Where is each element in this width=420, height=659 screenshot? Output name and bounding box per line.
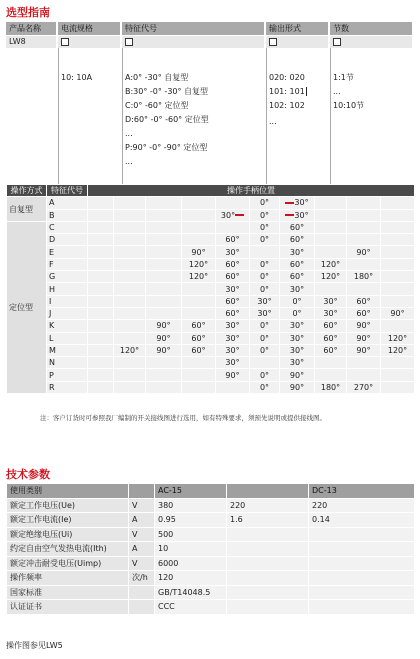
position-cell: 0° [250, 221, 280, 233]
position-cell: 270° [347, 381, 381, 393]
feature-option: ... [125, 157, 133, 166]
position-cell: 30° [280, 344, 315, 356]
position-cell [114, 209, 146, 221]
position-cell: 0° [250, 258, 280, 270]
position-cell: 30° [216, 320, 250, 332]
tech-row [7, 600, 415, 615]
position-cell [381, 271, 415, 283]
position-cell: 30° [315, 307, 347, 319]
position-cell: 120° [315, 271, 347, 283]
param-value [227, 484, 309, 499]
type-fixed: 定位型 [7, 221, 47, 393]
position-cell: 120° [381, 332, 415, 344]
position-cell [88, 197, 114, 209]
table-row [7, 357, 415, 369]
param-unit: V [129, 556, 155, 571]
feature-option: ... [125, 129, 133, 138]
table-row [7, 295, 415, 307]
output-option: 102: 102 [269, 101, 305, 110]
position-cell: 120° [114, 344, 146, 356]
current-option: 10: 10A [61, 73, 93, 82]
position-cell: 90° [216, 369, 250, 381]
position-cell: 90° [182, 246, 216, 258]
position-cell: 0° [250, 234, 280, 246]
position-cell [381, 197, 415, 209]
position-cell [146, 209, 182, 221]
position-cell: 120° [381, 344, 415, 356]
position-cell [381, 369, 415, 381]
feature-code-cell: F [47, 258, 88, 270]
table-row [7, 369, 415, 381]
output-option: 101: 101 [269, 87, 305, 96]
position-cell [146, 258, 182, 270]
feature-code-cell: B [47, 209, 88, 221]
feature-code-cell: I [47, 295, 88, 307]
position-cell: 0° [250, 344, 280, 356]
param-value [309, 585, 415, 600]
tech-header-row [7, 484, 415, 499]
output-option: ... [269, 117, 277, 126]
position-cell: 120° [182, 271, 216, 283]
position-cell [146, 295, 182, 307]
position-cell [381, 283, 415, 295]
output-option: 020: 020 [269, 73, 305, 82]
position-cell [114, 320, 146, 332]
position-cell: 0° [250, 197, 280, 209]
param-value: 380 [155, 498, 227, 513]
position-cell: 30° [216, 209, 250, 221]
table-row [7, 381, 415, 393]
position-cell [216, 197, 250, 209]
position-cell: 120° [182, 258, 216, 270]
position-cell: 60° [280, 234, 315, 246]
position-cell [381, 234, 415, 246]
position-cell: 30° [280, 332, 315, 344]
param-unit: A [129, 513, 155, 528]
position-cell: 0° [250, 283, 280, 295]
feature-code-cell: K [47, 320, 88, 332]
position-cell [114, 271, 146, 283]
position-cell [381, 320, 415, 332]
param-value [309, 527, 415, 542]
position-cell [315, 209, 347, 221]
position-cell: 30° [280, 246, 315, 258]
position-cell [114, 332, 146, 344]
position-cell: 60° [280, 258, 315, 270]
position-cell [315, 197, 347, 209]
position-cell: 30° [250, 295, 280, 307]
param-name: 国家标准 [7, 585, 129, 600]
position-cell [182, 295, 216, 307]
header-sections: 节数 [330, 22, 412, 35]
divider [330, 48, 331, 184]
position-cell: 90° [347, 320, 381, 332]
table-row [7, 258, 415, 270]
position-cell: 90° [146, 332, 182, 344]
feature-option: C:0° -60° 定位型 [125, 101, 189, 110]
param-unit [129, 484, 155, 499]
feature-code-cell: N [47, 357, 88, 369]
position-cell: 60° [315, 332, 347, 344]
position-cell: 0° [280, 307, 315, 319]
position-cell: 60° [347, 307, 381, 319]
position-cell [114, 369, 146, 381]
table-row [7, 344, 415, 356]
position-cell [347, 197, 381, 209]
param-value: DC-13 [309, 484, 415, 499]
position-cell [88, 381, 114, 393]
position-cell [347, 258, 381, 270]
table-row [7, 221, 415, 233]
position-cell [88, 344, 114, 356]
param-name: 认证证书 [7, 600, 129, 615]
position-cell [315, 221, 347, 233]
feature-code-cell: E [47, 246, 88, 258]
position-cell [250, 357, 280, 369]
position-cell [381, 295, 415, 307]
table-row [7, 320, 415, 332]
table-row [7, 283, 415, 295]
param-value: 1.6 [227, 513, 309, 528]
position-cell [88, 271, 114, 283]
position-cell: 30° [216, 246, 250, 258]
feature-code-cell: M [47, 344, 88, 356]
position-cell [88, 332, 114, 344]
divider [122, 48, 123, 184]
position-cell: 60° [216, 295, 250, 307]
position-cell: 60° [280, 221, 315, 233]
feature-code-cell: L [47, 332, 88, 344]
param-name: 额定冲击耐受电压(Uimp) [7, 556, 129, 571]
position-cell [88, 320, 114, 332]
position-cell: 60° [216, 271, 250, 283]
param-unit: V [129, 498, 155, 513]
position-cell: 60° [182, 320, 216, 332]
position-cell: 60° [182, 344, 216, 356]
position-cell [88, 307, 114, 319]
param-value [309, 542, 415, 557]
position-cell [88, 295, 114, 307]
param-name: 约定自由空气发热电流(Ith) [7, 542, 129, 557]
feature-code-cell: P [47, 369, 88, 381]
position-cell [146, 283, 182, 295]
table-row [7, 234, 415, 246]
output-option-row [269, 86, 307, 98]
position-cell: 0° [250, 369, 280, 381]
param-value: 0.14 [309, 513, 415, 528]
tech-row [7, 527, 415, 542]
param-value [227, 542, 309, 557]
position-cell [88, 283, 114, 295]
position-cell [114, 357, 146, 369]
position-cell [88, 357, 114, 369]
position-cell: 90° [381, 307, 415, 319]
output-box-cell [266, 36, 328, 48]
param-unit [129, 600, 155, 615]
type-self-reset: 自复型 [7, 197, 47, 222]
table-header-row [7, 185, 415, 197]
param-value: AC-15 [155, 484, 227, 499]
tech-row [7, 556, 415, 571]
header-product-name: 产品名称 [6, 22, 56, 35]
header-feature: 特征代号 [122, 22, 264, 35]
param-value: 500 [155, 527, 227, 542]
position-cell: 90° [146, 320, 182, 332]
sections-box [333, 38, 341, 46]
feature-option: A:0° -30° 自复型 [125, 73, 189, 82]
header-current: 电流规格 [58, 22, 120, 35]
position-cell: 60° [315, 344, 347, 356]
position-cell [88, 246, 114, 258]
position-cell [146, 357, 182, 369]
position-cell [114, 295, 146, 307]
position-cell: 60° [280, 271, 315, 283]
position-cell: 60° [347, 295, 381, 307]
current-box [61, 38, 69, 46]
position-cell [381, 209, 415, 221]
position-cell [315, 369, 347, 381]
position-cell [182, 283, 216, 295]
position-cell: 60° [315, 320, 347, 332]
position-cell: 30° [216, 344, 250, 356]
position-cell [114, 234, 146, 246]
position-cell: 60° [182, 332, 216, 344]
position-cell [315, 357, 347, 369]
param-value: 220 [309, 498, 415, 513]
position-cell: 120° [315, 258, 347, 270]
table-row [7, 307, 415, 319]
position-cell [250, 246, 280, 258]
param-value [309, 571, 415, 586]
position-cell [381, 381, 415, 393]
position-cell: 30° [280, 283, 315, 295]
param-value: 220 [227, 498, 309, 513]
selection-heading: 选型指南 [6, 6, 50, 19]
position-cell [114, 381, 146, 393]
table-row [7, 246, 415, 258]
position-cell [146, 271, 182, 283]
position-cell: 30° [250, 307, 280, 319]
position-cell [216, 221, 250, 233]
param-value [309, 556, 415, 571]
position-cell [114, 197, 146, 209]
tech-params-table [6, 483, 415, 615]
table-row [7, 332, 415, 344]
tech-row [7, 513, 415, 528]
position-cell: 0° [250, 381, 280, 393]
position-cell [182, 234, 216, 246]
position-cell: 90° [347, 246, 381, 258]
position-cell: 90° [146, 344, 182, 356]
position-cell: 30° [280, 357, 315, 369]
position-cell [146, 234, 182, 246]
feature-code-cell: G [47, 271, 88, 283]
position-cell [182, 307, 216, 319]
param-value: 6000 [155, 556, 227, 571]
position-cell [347, 234, 381, 246]
position-cell [88, 258, 114, 270]
position-cell [347, 369, 381, 381]
feature-code-cell: A [47, 197, 88, 209]
position-cell: 30° [280, 320, 315, 332]
position-cell: 30° [280, 209, 315, 221]
red-arrow-mark [235, 214, 244, 216]
header-output: 输出形式 [266, 22, 328, 35]
param-unit: 次/h [129, 571, 155, 586]
position-cell: 90° [280, 381, 315, 393]
position-cell [347, 209, 381, 221]
position-cell [182, 221, 216, 233]
position-cell [146, 197, 182, 209]
param-value [309, 600, 415, 615]
position-cell [146, 246, 182, 258]
tech-row [7, 542, 415, 557]
feature-code-cell: J [47, 307, 88, 319]
position-cell [114, 307, 146, 319]
position-cell [315, 246, 347, 258]
param-name: 使用类别 [7, 484, 129, 499]
divider [58, 48, 59, 184]
feature-code-cell: D [47, 234, 88, 246]
position-cell: 0° [250, 320, 280, 332]
position-cell [216, 381, 250, 393]
position-cell: 30° [280, 197, 315, 209]
header-feature-code: 特征代号 [47, 185, 88, 197]
position-cell [114, 221, 146, 233]
position-cell [347, 357, 381, 369]
position-cell: 30° [216, 357, 250, 369]
position-cell [347, 221, 381, 233]
feature-option: B:30° -0° -30° 自复型 [125, 87, 209, 96]
header-handle-position: 操作手柄位置 [88, 185, 415, 197]
position-cell [146, 381, 182, 393]
product-name-value: LW8 [6, 36, 56, 48]
param-value [227, 585, 309, 600]
current-box-cell [58, 36, 120, 48]
position-cell [88, 369, 114, 381]
sections-option: 1:1节 [333, 73, 354, 82]
table-row [7, 271, 415, 283]
param-unit [129, 585, 155, 600]
param-unit: A [129, 542, 155, 557]
feature-box [125, 38, 133, 46]
param-name: 额定绝缘电压(Ui) [7, 527, 129, 542]
table-row [7, 197, 415, 209]
position-cell [146, 369, 182, 381]
param-value [227, 600, 309, 615]
divider [266, 48, 267, 184]
table-row [7, 209, 415, 221]
text-cursor [306, 87, 307, 96]
position-cell: 90° [347, 344, 381, 356]
param-value [227, 527, 309, 542]
param-value: 120 [155, 571, 227, 586]
position-cell: 60° [216, 258, 250, 270]
feature-code-cell: H [47, 283, 88, 295]
param-value [227, 556, 309, 571]
position-cell [114, 246, 146, 258]
position-cell [347, 283, 381, 295]
position-cell [114, 283, 146, 295]
tech-row [7, 498, 415, 513]
position-cell [381, 357, 415, 369]
sections-option: 10:10节 [333, 101, 365, 110]
position-cell [182, 357, 216, 369]
param-name: 操作频率 [7, 571, 129, 586]
header-operation-mode: 操作方式 [7, 185, 47, 197]
position-cell: 0° [250, 332, 280, 344]
position-cell: 60° [216, 234, 250, 246]
position-cell: 90° [280, 369, 315, 381]
position-cell [381, 221, 415, 233]
position-cell: 0° [280, 295, 315, 307]
param-value [227, 571, 309, 586]
position-cell [114, 258, 146, 270]
position-cell: 30° [216, 332, 250, 344]
feature-code-cell: R [47, 381, 88, 393]
feature-code-cell: C [47, 221, 88, 233]
position-cell [381, 258, 415, 270]
param-name: 额定工作电流(Ie) [7, 513, 129, 528]
tech-row [7, 585, 415, 600]
position-cell [146, 221, 182, 233]
position-cell: 180° [315, 381, 347, 393]
position-cell [88, 221, 114, 233]
position-cell [381, 246, 415, 258]
param-value: 10 [155, 542, 227, 557]
footer-note: 操作图参见LW5 [6, 641, 63, 650]
position-cell: 30° [315, 295, 347, 307]
position-cell: 60° [216, 307, 250, 319]
feature-option: D:60° -0° -60° 定位型 [125, 115, 209, 124]
feature-option: P:90° -0° -90° 定位型 [125, 143, 208, 152]
feature-box-cell [122, 36, 264, 48]
order-note: 注：客户订货时可参照我厂编制的开关接线图进行选用，如有特殊要求，须预先说明或提供接线图。 [40, 414, 326, 422]
position-cell: 90° [347, 332, 381, 344]
position-cell [182, 381, 216, 393]
param-value: GB/T14048.5 [155, 585, 227, 600]
tech-row [7, 571, 415, 586]
position-cell [315, 234, 347, 246]
position-cell [182, 209, 216, 221]
param-unit: V [129, 527, 155, 542]
position-cell [182, 369, 216, 381]
position-cell: 30° [216, 283, 250, 295]
handle-position-table [6, 184, 415, 394]
position-cell [88, 209, 114, 221]
output-box [269, 38, 277, 46]
param-name: 额定工作电压(Ue) [7, 498, 129, 513]
sections-box-cell [330, 36, 412, 48]
sections-option: ... [333, 87, 341, 96]
param-value: CCC [155, 600, 227, 615]
position-cell [315, 283, 347, 295]
position-cell [146, 307, 182, 319]
position-cell: 0° [250, 209, 280, 221]
position-cell: 180° [347, 271, 381, 283]
position-cell: 0° [250, 271, 280, 283]
position-cell [88, 234, 114, 246]
tech-heading: 技术参数 [6, 468, 50, 481]
position-cell [182, 197, 216, 209]
param-value: 0.95 [155, 513, 227, 528]
